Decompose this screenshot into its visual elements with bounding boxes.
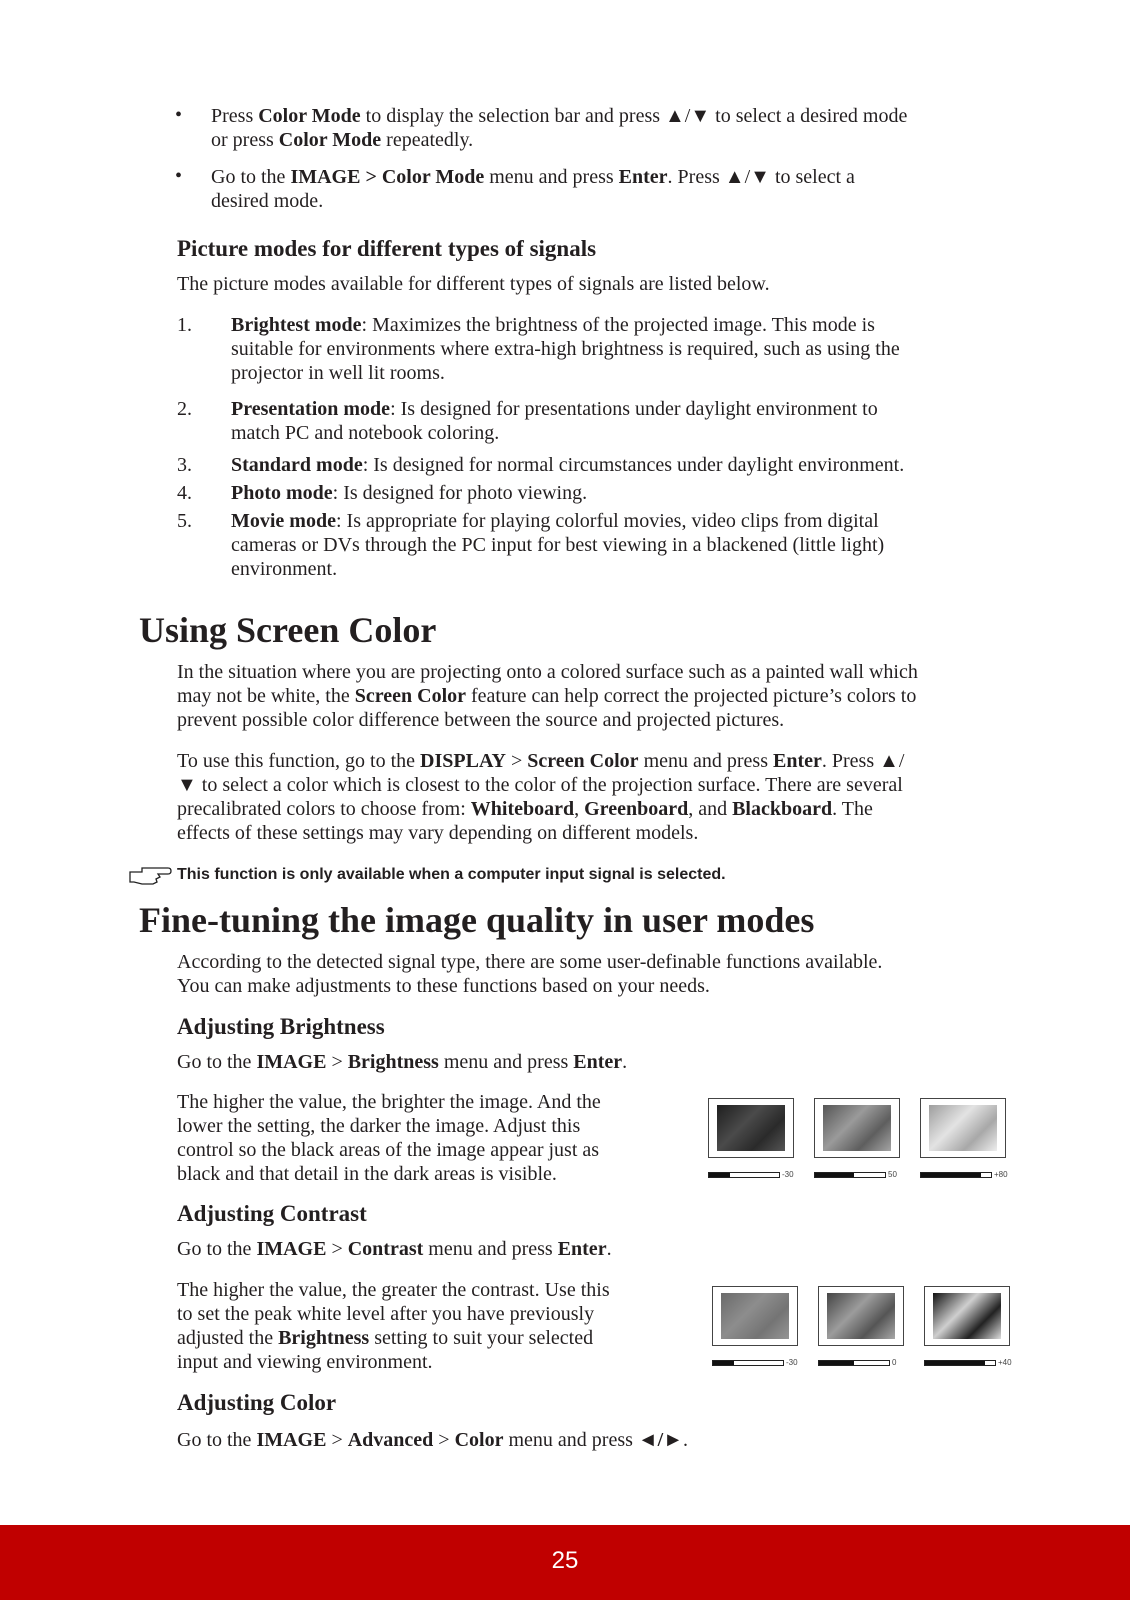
sample-thumbnail xyxy=(818,1286,904,1346)
screen-color-paragraph-2: To use this function, go to the DISPLAY > Screen Color menu and press Enter. Press ▲/ ▼ to select a color which is closest to the color of the projection surface. There are several precalibrated colors to choose from: Whiteboard, Greenboard, and Blackboard. The effects of these settings may vary depending on different models. xyxy=(177,750,905,844)
bullet-color-mode-menu: Go to the IMAGE > Color Mode menu and press Enter. Press ▲/▼ to select a desired mode. xyxy=(211,166,855,212)
picture-modes-heading: Picture modes for different types of signals xyxy=(177,236,597,261)
bullet-mark: • xyxy=(175,104,183,126)
fine-tuning-heading: Fine-tuning the image quality in user modes xyxy=(139,900,815,940)
contrast-goto: Go to the IMAGE > Contrast menu and press Enter. xyxy=(177,1238,612,1260)
bullet-mark: • xyxy=(175,165,183,187)
note-text: This function is only available when a computer input signal is selected. xyxy=(177,866,726,883)
sample-image xyxy=(929,1105,997,1151)
level-label: 0 xyxy=(892,1358,897,1367)
bullet-color-mode-key: Press Color Mode to display the selection bar and press ▲/▼ to select a desired mode or press Color Mode repeatedly. xyxy=(211,105,908,151)
color-goto: Go to the IMAGE > Advanced > Color menu and press ◄/►. xyxy=(177,1429,689,1451)
sample-thumbnail xyxy=(814,1098,900,1158)
screen-color-paragraph-1: In the situation where you are projecting onto a colored surface such as a painted wall which may not be white, the Screen Color feature can help correct the projected picture’s colors to prevent possible color difference between the source and projected pictures. xyxy=(177,661,918,731)
level-label: +80 xyxy=(994,1170,1008,1179)
level-label: +40 xyxy=(998,1358,1012,1367)
sample-image xyxy=(933,1293,1001,1339)
brightness-samples xyxy=(708,1098,1018,1188)
level-bar xyxy=(818,1360,890,1366)
sample-image xyxy=(827,1293,895,1339)
sample-thumbnail xyxy=(708,1098,794,1158)
list-item: 4. Photo mode: Is designed for photo viewing. xyxy=(177,482,588,504)
page-footer xyxy=(0,1525,1130,1600)
contrast-heading: Adjusting Contrast xyxy=(177,1201,367,1226)
level-bar-fill xyxy=(925,1361,985,1365)
level-bar-fill xyxy=(709,1173,730,1177)
level-label: -30 xyxy=(786,1358,798,1367)
list-item: 5. Movie mode: Is appropriate for playing colorful movies, video clips from digital cameras or DVs through the PC input for best viewing in a blackened (little light) environment. xyxy=(177,510,885,580)
page-number: 25 xyxy=(551,1547,579,1574)
sample-thumbnail xyxy=(924,1286,1010,1346)
level-bar-fill xyxy=(819,1361,854,1365)
sample-image xyxy=(823,1105,891,1151)
contrast-description: The higher the value, the greater the contrast. Use this to set the peak white level after you have previously adjusted the Brightness setting to suit your selected input and viewing environment. xyxy=(177,1279,610,1373)
level-bar xyxy=(708,1172,780,1178)
sample-thumbnail xyxy=(712,1286,798,1346)
picture-modes-intro: The picture modes available for different types of signals are listed below. xyxy=(177,273,770,295)
list-item: 2. Presentation mode: Is designed for presentations under daylight environment to match PC and notebook coloring. xyxy=(177,398,878,444)
list-item: 3. Standard mode: Is designed for normal circumstances under daylight environment. xyxy=(177,454,905,476)
level-bar xyxy=(814,1172,886,1178)
level-bar xyxy=(712,1360,784,1366)
screen-color-heading: Using Screen Color xyxy=(139,610,437,650)
contrast-samples xyxy=(712,1286,1022,1376)
sample-thumbnail xyxy=(920,1098,1006,1158)
note-hand-icon xyxy=(128,864,172,886)
fine-tuning-intro: According to the detected signal type, there are some user-definable functions available. You can make adjustments to these functions based on your needs. xyxy=(177,951,883,997)
picture-modes-list xyxy=(177,313,1037,593)
level-bar xyxy=(924,1360,996,1366)
level-bar-fill xyxy=(815,1173,854,1177)
level-bar xyxy=(920,1172,992,1178)
level-bar-fill xyxy=(713,1361,734,1365)
brightness-heading: Adjusting Brightness xyxy=(177,1014,385,1039)
level-label: 50 xyxy=(888,1170,897,1179)
sample-image xyxy=(721,1293,789,1339)
color-heading: Adjusting Color xyxy=(177,1390,337,1415)
brightness-description: The higher the value, the brighter the image. And the lower the setting, the darker the image. Adjust this control so the black areas of the image appear just as black and that detail in the dark areas is visible. xyxy=(177,1091,601,1185)
sample-image xyxy=(717,1105,785,1151)
level-label: -30 xyxy=(782,1170,794,1179)
level-bar-fill xyxy=(921,1173,981,1177)
brightness-goto: Go to the IMAGE > Brightness menu and press Enter. xyxy=(177,1051,628,1073)
list-item: 1. Brightest mode: Maximizes the brightness of the projected image. This mode is suitable for environments where extra-high brightness is required, such as using the projector in well lit rooms. xyxy=(177,314,900,384)
